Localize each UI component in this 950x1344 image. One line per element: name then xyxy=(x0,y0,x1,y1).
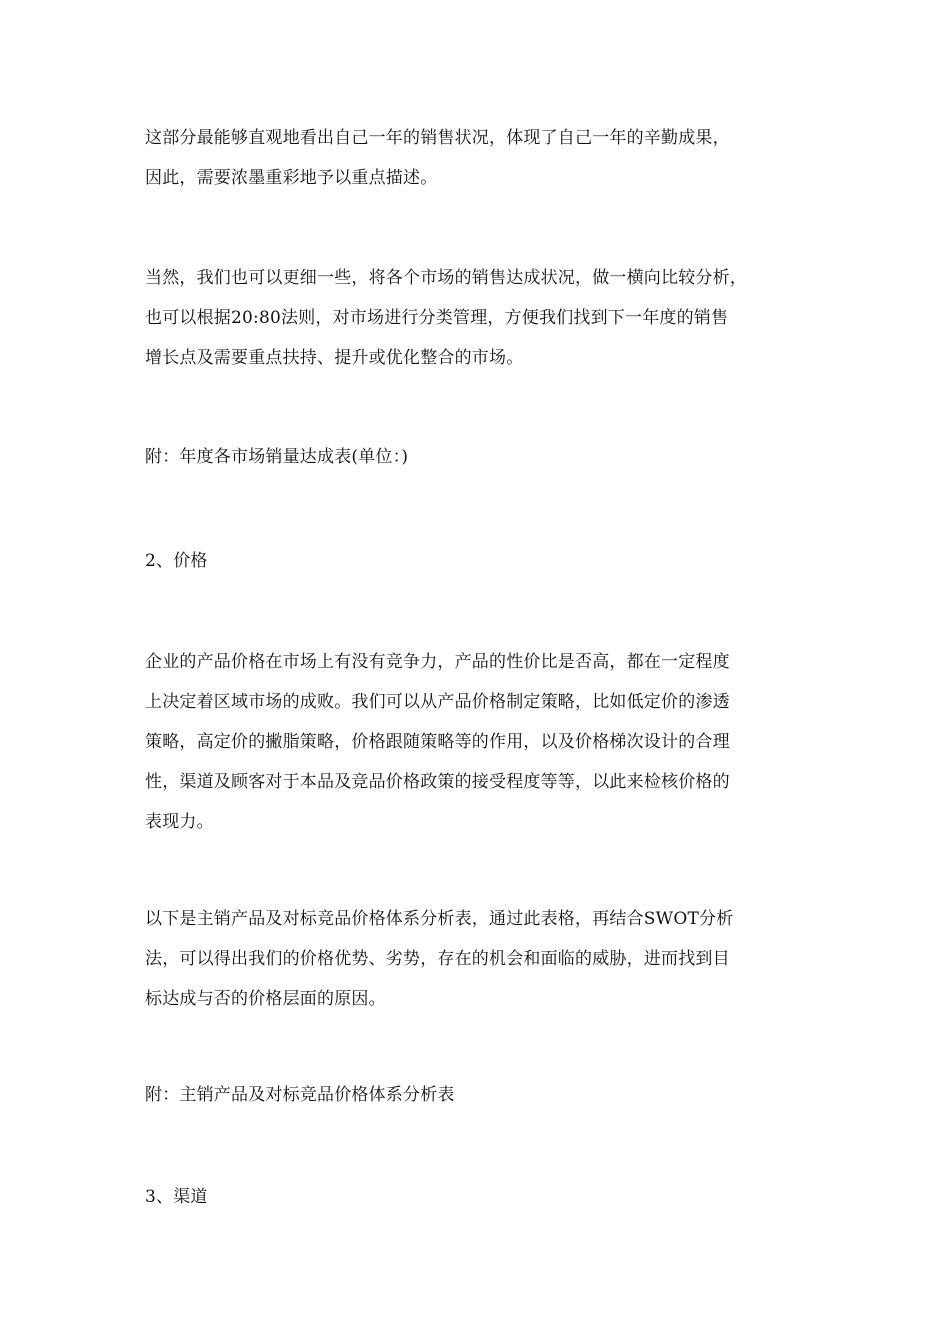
text-line: 附：主销产品及对标竞品价格体系分析表 xyxy=(145,1085,455,1105)
text-line: 因此，需要浓墨重彩地予以重点描述。 xyxy=(145,168,438,188)
text-line: 表现力。 xyxy=(145,812,214,832)
appendix-sales-table-note xyxy=(145,437,810,477)
text-line: 企业的产品价格在市场上有没有竞争力，产品的性价比是否高，都在一定程度 xyxy=(145,652,730,672)
paragraph-price-strategy xyxy=(145,642,810,842)
paragraph-swot-analysis xyxy=(145,899,810,1019)
text-line: 附：年度各市场销量达成表(单位：) xyxy=(145,447,409,467)
text-line: 以下是主销产品及对标竞品价格体系分析表，通过此表格，再结合SWOT分析 xyxy=(145,909,734,929)
text-line: 3、渠道 xyxy=(145,1187,208,1207)
text-line: 性，渠道及顾客对于本品及竞品价格政策的接受程度等等，以此来检核价格的 xyxy=(145,772,730,792)
paragraph-market-comparison xyxy=(145,258,810,378)
text-line: 增长点及需要重点扶持、提升或优化整合的市场。 xyxy=(145,348,524,368)
section-heading-price xyxy=(145,541,810,581)
appendix-price-table-note xyxy=(145,1075,810,1115)
text-line: 也可以根据20:80法则，对市场进行分类管理，方便我们找到下一年度的销售 xyxy=(145,308,729,328)
text-line: 法，可以得出我们的价格优势、劣势，存在的机会和面临的威胁，进而找到目 xyxy=(145,949,730,969)
section-heading-channel xyxy=(145,1177,810,1217)
text-line: 上决定着区域市场的成败。我们可以从产品价格制定策略，比如低定价的渗透 xyxy=(145,692,730,712)
text-line: 标达成与否的价格层面的原因。 xyxy=(145,989,386,1009)
text-line: 2、价格 xyxy=(145,551,208,571)
paragraph-sales-overview xyxy=(145,118,810,198)
text-line: 这部分最能够直观地看出自己一年的销售状况，体现了自己一年的辛勤成果， xyxy=(145,128,730,148)
text-line: 当然，我们也可以更细一些，将各个市场的销售达成状况，做一横向比较分析， xyxy=(145,268,747,288)
text-line: 策略，高定价的撇脂策略，价格跟随策略等的作用，以及价格梯次设计的合理 xyxy=(145,732,730,752)
